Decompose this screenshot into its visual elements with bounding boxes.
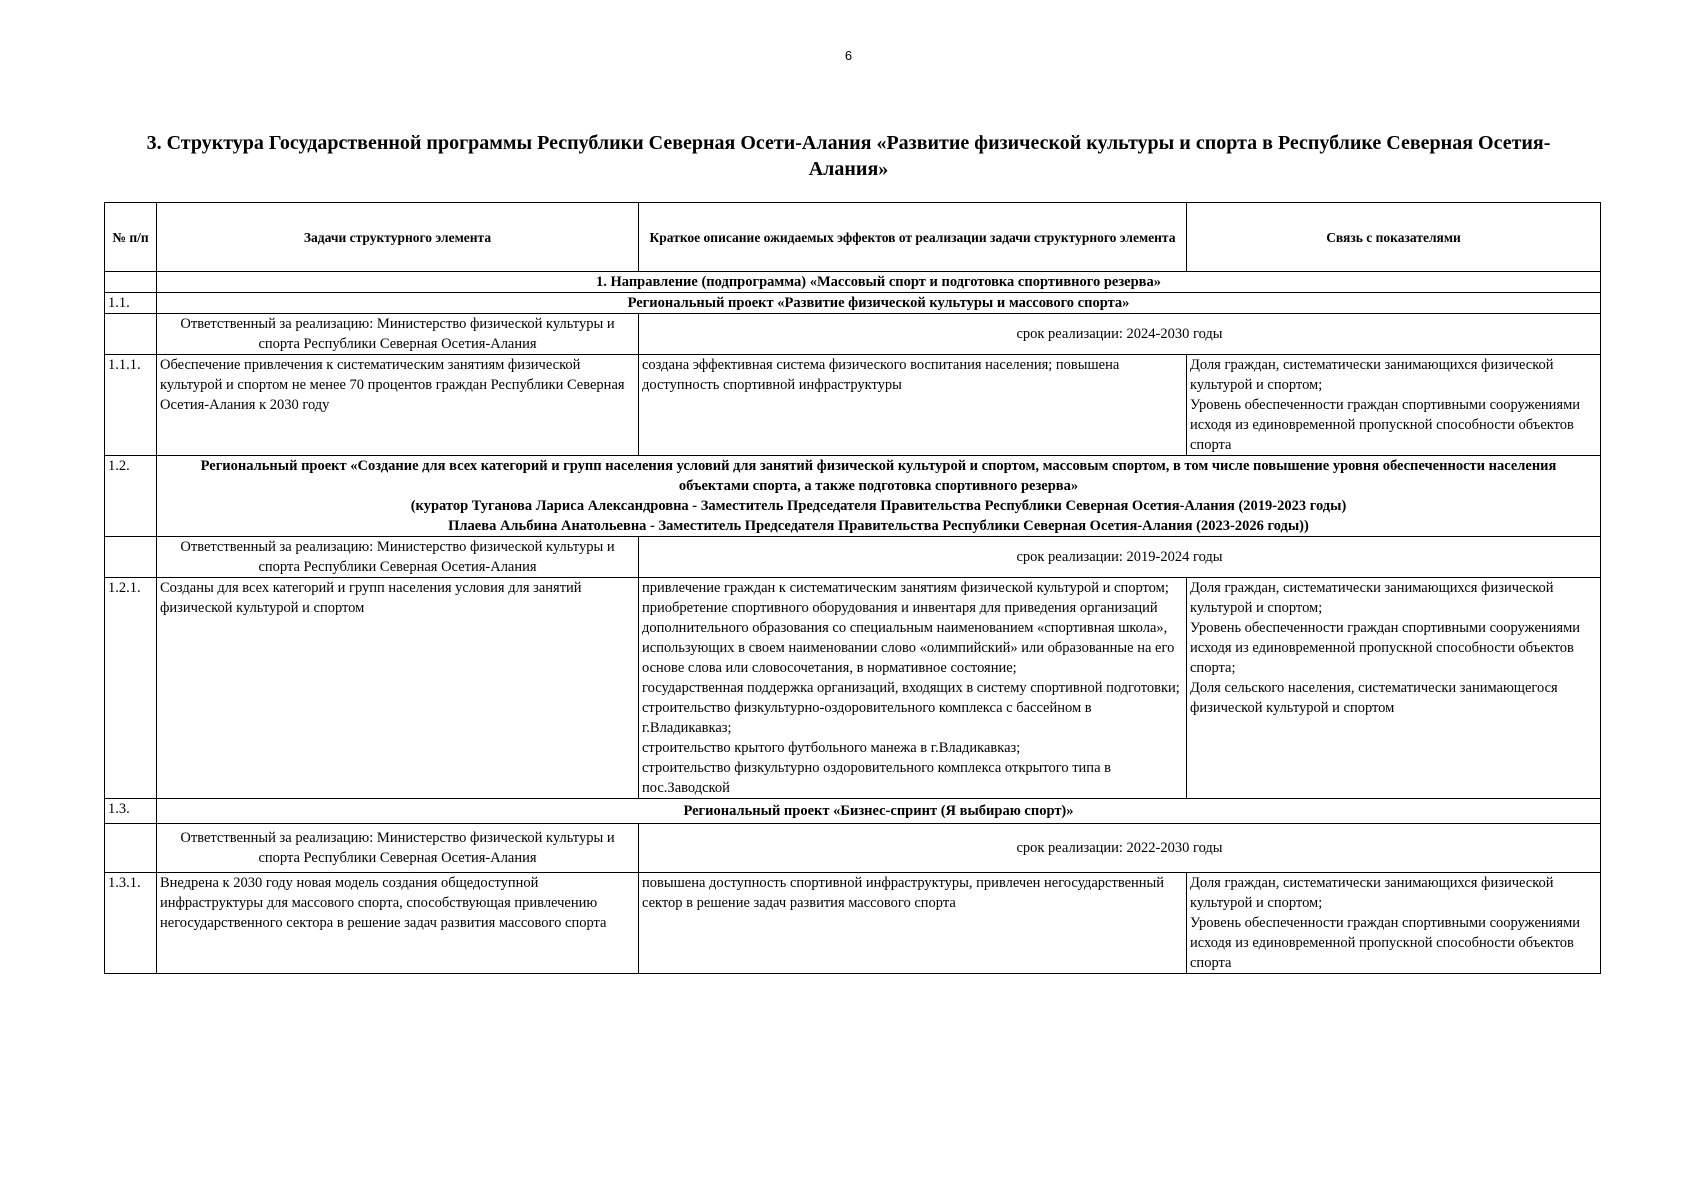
responsible-text: Ответственный за реализацию: Министерство физической культуры и спорта Республики Северная Осетия-Алания [157, 314, 639, 355]
task-num: 1.2.1. [105, 578, 157, 799]
table-header-row [105, 203, 1601, 272]
page-number: 6 [844, 48, 853, 63]
term-text: срок реализации: 2019-2024 годы [639, 537, 1601, 578]
task-num: 1.1.1. [105, 355, 157, 456]
project-curator-1: (куратор Туганова Лариса Александровна - Заместитель Председателя Правительства Республики Северная Осетия-Алания (2019-2023 годы) [410, 498, 1347, 514]
project-title: Региональный проект «Создание для всех категорий и групп населения условий для занятий физической культурой и спортом, массовым спортом, в том числе повышение уровня обеспеченности населения объектами спорта, а также подготовка спортивного резерва» [200, 458, 1557, 494]
project-num: 1.1. [105, 293, 157, 314]
term-text: срок реализации: 2022-2030 годы [639, 824, 1601, 873]
project-num: 1.3. [105, 799, 157, 824]
direction-title: 1. Направление (подпрограмма) «Массовый спорт и подготовка спортивного резерва» [157, 272, 1601, 293]
responsible-text: Ответственный за реализацию: Министерство физической культуры и спорта Республики Северная Осетия-Алания [157, 824, 639, 873]
structure-table [104, 202, 1601, 974]
task-row [105, 355, 1601, 456]
task-text: Обеспечение привлечения к систематическим занятиям физической культурой и спортом не менее 70 процентов граждан Республики Северная Осетия-Алания к 2030 году [157, 355, 639, 456]
task-indicators: Доля граждан, систематически занимающихся физической культурой и спортом; Уровень обеспеченности граждан спортивными сооружениями исходя из единовременной пропускной способности объектов спорта [1187, 873, 1601, 974]
task-row [105, 578, 1601, 799]
project-row [105, 293, 1601, 314]
project-row [105, 799, 1601, 824]
responsible-text: Ответственный за реализацию: Министерство физической культуры и спорта Республики Северная Осетия-Алания [157, 537, 639, 578]
term-text: срок реализации: 2024-2030 годы [639, 314, 1601, 355]
project-title-block [157, 456, 1601, 537]
task-row [105, 873, 1601, 974]
header-tasks: Задачи структурного элемента [157, 203, 639, 272]
project-num: 1.2. [105, 456, 157, 537]
responsible-row [105, 824, 1601, 873]
task-text: Внедрена к 2030 году новая модель создания общедоступной инфраструктуры для массового спорта, способствующая привлечению негосударственного сектора в решение задач развития массового спорта [157, 873, 639, 974]
responsible-row [105, 314, 1601, 355]
task-effects: создана эффективная система физического воспитания населения; повышена доступность спортивной инфраструктуры [639, 355, 1187, 456]
task-text: Созданы для всех категорий и групп населения условия для занятий физической культурой и спортом [157, 578, 639, 799]
project-title: Региональный проект «Бизнес-спринт (Я выбираю спорт)» [157, 799, 1601, 824]
task-effects: повышена доступность спортивной инфраструктуры, привлечен негосударственный сектор в решение задач развития массового спорта [639, 873, 1187, 974]
task-indicators: Доля граждан, систематически занимающихся физической культурой и спортом; Уровень обеспеченности граждан спортивными сооружениями исходя из единовременной пропускной способности объектов спорта [1187, 355, 1601, 456]
empty-num-cell [105, 314, 157, 355]
task-num: 1.3.1. [105, 873, 157, 974]
responsible-row [105, 537, 1601, 578]
task-effects: привлечение граждан к систематическим занятиям физической культурой и спортом; приобретение спортивного оборудования и инвентаря для приведения организаций дополнительного образования со специальным наименованием «спортивная школа», использующих в своем наименовании слово «олимпийский» или образованные на его основе слова или словосочетания, в нормативное состояние; государственная поддержка организаций, входящих в систему спортивной подготовки; строительство физкультурно-оздоровительного комплекса с бассейном в г.Владикавказ; строительство крытого футбольного манежа в г.Владикавказ; строительство физкультурно оздоровительного комплекса открытого типа в пос.Заводской [639, 578, 1187, 799]
project-curator-2: Плаева Альбина Анатольевна - Заместитель Председателя Правительства Республики Северная Осетия-Алания (2023-2026 годы)) [448, 518, 1309, 534]
direction-row [105, 272, 1601, 293]
empty-num-cell [105, 824, 157, 873]
document-title: 3. Структура Государственной программы Республики Северная Осети-Алания «Развитие физической культуры и спорта в Республике Северная Осетия-Алания» [146, 132, 1551, 180]
direction-num-cell [105, 272, 157, 293]
header-num: № п/п [105, 203, 157, 272]
project-row [105, 456, 1601, 537]
header-effects: Краткое описание ожидаемых эффектов от реализации задачи структурного элемента [639, 203, 1187, 272]
project-title: Региональный проект «Развитие физической культуры и массового спорта» [157, 293, 1601, 314]
header-indicators: Связь с показателями [1187, 203, 1601, 272]
empty-num-cell [105, 537, 157, 578]
task-indicators: Доля граждан, систематически занимающихся физической культурой и спортом; Уровень обеспеченности граждан спортивными сооружениями исходя из единовременной пропускной способности объектов спорта; Доля сельского населения, систематически занимающегося физической культурой и спортом [1187, 578, 1601, 799]
